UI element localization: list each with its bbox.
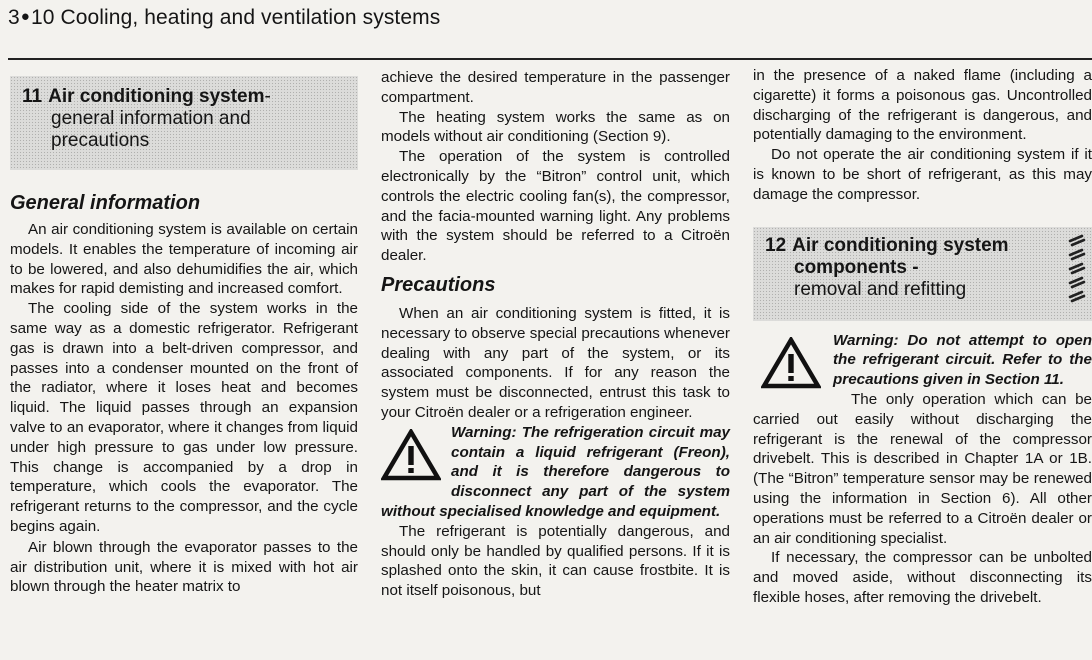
general-info-paragraph-5: The operation of the system is controlled electronically by the “Bitron” control unit, which controls the electric cooling fan(s), the compressor, and the facia-mounted warning light. Any problems with the system should be referred to a Citroën dealer. — [381, 148, 730, 265]
section-12-number: 12 — [765, 234, 787, 256]
general-info-paragraph-1: An air conditioning system is available on certain models. It enables the temperature of incoming air to be lowered, and also dehumidifies the air, which makes for rapid demisting and increased comfort. — [10, 221, 358, 298]
section-12-warning — [753, 331, 1092, 390]
precautions-heading: Precautions — [381, 273, 496, 296]
column-1 — [10, 66, 358, 597]
section-11-subtitle-1: general information and — [51, 108, 251, 129]
section-12-paragraph-2: If necessary, the compressor can be unbolted and moved aside, without disconnecting its flexible hoses, after removing the drivebelt. — [753, 549, 1092, 606]
precautions-warning — [381, 423, 730, 522]
warning-triangle-icon — [761, 337, 821, 389]
precautions-warning-text: Warning: The refrigeration circuit may contain a liquid refrigerant (Freon), and it is therefore dangerous to disconnect any part of the system without specialised knowledge and equipment. — [381, 423, 730, 520]
section-12-warning-text: Warning: Do not attempt to open the refrigerant circuit. Refer to the precautions given in Section 11. — [833, 331, 1092, 389]
warning-triangle-icon — [381, 429, 441, 481]
section-12-subtitle-1: components - — [794, 256, 919, 278]
precautions-paragraph-3: Do not operate the air conditioning system if it is known to be short of refrigerant, as this may damage the compressor. — [753, 146, 1092, 203]
general-info-paragraph-3-cont: achieve the desired temperature in the passenger compartment. — [381, 69, 730, 106]
spanner-rating-icon — [1066, 233, 1088, 307]
general-info-paragraph-3: Air blown through the evaporator passes to the air distribution unit, where it is mixed with hot air blown through the heater matrix to — [10, 538, 358, 596]
general-info-paragraph-2: The cooling side of the system works in the same way as a domestic refrigerator. Refrigerant gas is drawn into a belt-driven compressor, and passes into a condenser mounted on the front of the radiator, where it loses heat and becomes liquid. The liquid passes through an expansion valve to an evaporator, where it changes from liquid under high pressure to gas under low pressure. This change is accompanied by a drop in temperature, which cools the evaporator. The refrigerant returns to the compressor, and the cycle begins again. — [10, 300, 358, 535]
page-bullet: ● — [20, 8, 30, 25]
page-number: 10 — [30, 6, 55, 29]
page-header — [8, 6, 440, 30]
section-11-number: 11 — [22, 86, 43, 107]
general-info-paragraph-4: The heating system works the same as on models without air conditioning (Section 9). — [381, 108, 730, 146]
section-11-heading — [10, 76, 358, 170]
column-3 — [753, 66, 1092, 608]
page-title: Cooling, heating and ventilation systems — [60, 6, 441, 29]
precautions-paragraph-1: When an air conditioning system is fitted, it is necessary to observe special precautions whenever dealing with any part of the system, or its associated components. If for any reason the system must be disconnected, entrust this task to your Citroën dealer or a refrigeration engineer. — [381, 304, 730, 421]
section-11-dash: - — [264, 86, 271, 107]
general-information-heading: General information — [10, 192, 201, 214]
section-11-subtitle-2: precautions — [51, 130, 150, 151]
section-12-paragraph-1: The only operation which can be carried out easily without discharging the refrigerant is the renewal of the compressor drivebelt. This is described in Chapter 1A or 1B. (The “Bitron” temperature sensor may be renewed using the information in Section 6). All other operations must be referred to a Citroën dealer or an air conditioning specialist. — [753, 390, 1092, 547]
precautions-paragraph-2-cont: in the presence of a naked flame (including a cigarette) it forms a poisonous gas. Uncontrolled discharging of the refrigerant is dangerous, and potentially damaging to the environment. — [753, 67, 1092, 144]
section-12-subtitle-2: removal and refitting — [794, 278, 967, 300]
section-11-title: Air conditioning system — [48, 86, 265, 107]
header-rule — [8, 58, 1092, 60]
precautions-paragraph-2: The refrigerant is potentially dangerous, and should only be handled by qualified persons. If it is splashed onto the skin, it can cause frostbite. It is not itself poisonous, but — [381, 522, 730, 600]
column-2 — [381, 68, 730, 601]
section-12-title: Air conditioning system — [792, 234, 1009, 256]
section-12-heading — [753, 227, 1092, 321]
chapter-number: 3 — [8, 6, 20, 29]
